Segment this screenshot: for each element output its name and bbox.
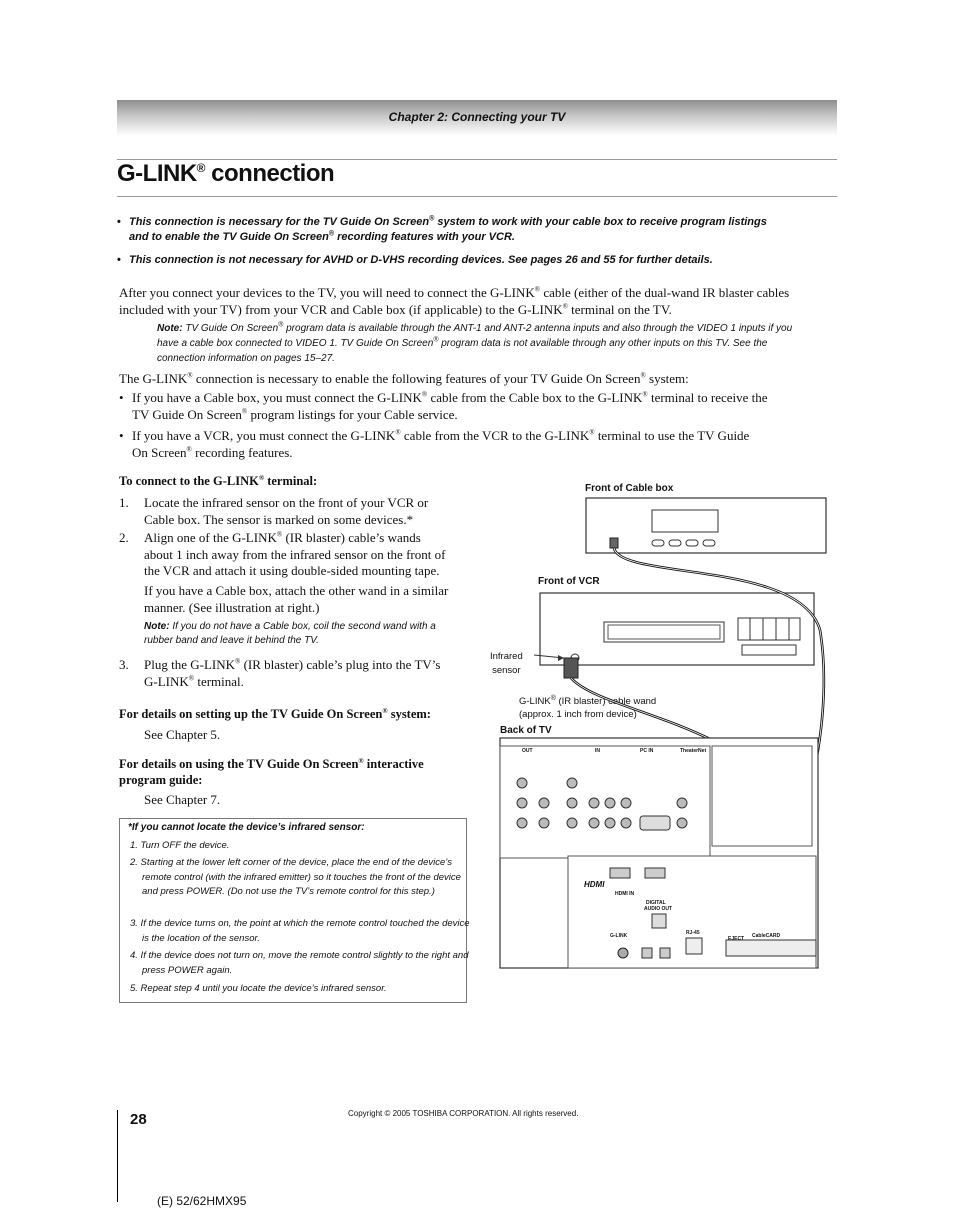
tv-label-hdmi-in: HDMI IN: [615, 891, 635, 897]
features-intro: The G-LINK® connection is necessary to enable the following features of your TV Guide On Screen® system:: [119, 371, 689, 386]
footer-margin-line: [117, 1110, 118, 1202]
tv-label-in: IN: [595, 748, 600, 754]
note-antenna: Note: TV Guide On Screen® program data is available through the ANT-1 and ANT-2 antenna inputs and also through the VIDEO 1 inputs if you have a cable box connected to VIDEO 1. TV Guide On Screen® program data is not available through any other inputs on this TV. See the connection information on pages 15–27.: [157, 321, 793, 364]
intro-paragraph: After you connect your devices to the TV, you will need to connect the G-LINK® cable (either of the dual-wand IR blaster cables included with your TV) from your VCR and Cable box (if applicable) to the G-LINK® terminal on the TV.: [119, 285, 790, 317]
tv-label-theaternet: TheaterNet: [680, 748, 707, 754]
title-bottom-rule: [117, 196, 837, 197]
connection-illustration: [480, 490, 840, 980]
tv-label-digital: DIGITAL: [646, 900, 666, 906]
feature-cable-box: • If you have a Cable box, you must connect the G-LINK® cable from the Cable box to the G-LINK® terminal to receive the TV Guide On Screen® program listings for your Cable service.: [119, 390, 768, 422]
steps-heading: To connect to the G-LINK® terminal:: [119, 473, 318, 488]
page-number: 28: [130, 1111, 147, 1128]
label-front-vcr: Front of VCR: [538, 576, 600, 587]
label-front-cable-box: Front of Cable box: [585, 483, 674, 494]
label-back-of-tv: Back of TV: [500, 725, 552, 736]
details-setup-see: See Chapter 5.: [144, 727, 221, 742]
bullet-note-1: • This connection is necessary for the TV Guide On Screen® system to work with your cable box to receive program listings and to enable the TV Guide On Screen® recording features with your VCR.: [117, 215, 767, 243]
tv-label-rj45: RJ-45: [686, 930, 700, 936]
chapter-title: Chapter 2: Connecting your TV: [388, 110, 566, 124]
cable-box-drawing: [586, 498, 826, 553]
step-2-cable-box: If you have a Cable box, attach the other wand in a similar manner. (See illustration at right.): [144, 583, 449, 615]
step-2-note: Note: If you do not have a Cable box, coil the second wand with a rubber band and leave it behind the TV.: [144, 621, 436, 646]
tv-label-audio-out: AUDIO OUT: [644, 906, 673, 912]
title-registered-mark: ®: [196, 161, 205, 175]
label-glink-wand: G-LINK® (IR blaster) cable wand (approx. 1 inch from device): [519, 694, 657, 720]
tv-label-cablecard: CableCARD: [752, 933, 781, 939]
tv-label-pcin: PC IN: [640, 748, 654, 754]
title-suffix: connection: [205, 160, 335, 187]
title-text: G-LINK: [117, 160, 197, 187]
details-guide-see: See Chapter 7.: [144, 792, 221, 807]
tv-label-out: OUT: [522, 748, 533, 754]
label-infrared-sensor: Infrared sensor: [490, 651, 523, 676]
sensor-step-3: 3. If the device turns on, the point at which the remote control touched the device is the location of the sensor.: [130, 918, 470, 944]
sensor-step-5: 5. Repeat step 4 until you locate the device’s infrared sensor.: [130, 983, 387, 994]
model-number: (E) 52/62HMX95: [157, 1194, 247, 1208]
sensor-box-heading: *If you cannot locate the device’s infrared sensor:: [128, 822, 365, 833]
tv-label-glink: G-LINK: [610, 933, 628, 939]
sensor-step-2: 2. Starting at the lower left corner of the device, place the end of the device’s remote control (with the infrared emitter) so it touches the front of the device and press POWER. (Do not use the TV’s remote control for this step.): [130, 857, 461, 897]
feature-vcr: • If you have a VCR, you must connect the G-LINK® cable from the VCR to the G-LINK® terminal to use the TV Guide On Screen® recording features.: [119, 428, 750, 460]
copyright: Copyright © 2005 TOSHIBA CORPORATION. All rights reserved.: [348, 1109, 579, 1118]
infrared-sensor-box: [119, 818, 470, 1003]
bullet-note-2: • This connection is not necessary for AVHD or D-VHS recording devices. See pages 26 and 55 for further details.: [117, 254, 713, 266]
sensor-step-4: 4. If the device does not turn on, move the remote control slightly to the right and press POWER again.: [130, 950, 469, 976]
tv-label-hdmi: HDMI: [584, 880, 605, 889]
tv-label-eject: EJECT: [728, 936, 745, 942]
step-3: 3. Plug the G-LINK® (IR blaster) cable’s plug into the TV’s G-LINK® terminal.: [119, 657, 441, 689]
step-1: 1. Locate the infrared sensor on the front of your VCR or Cable box. The sensor is marked on some devices.*: [119, 495, 429, 527]
step-2: 2. Align one of the G-LINK® (IR blaster) cable’s wands about 1 inch away from the infrared sensor on the front of the VCR and attach it using double-sided mounting tape.: [119, 530, 446, 578]
sensor-step-1: 1. Turn OFF the device.: [130, 840, 230, 851]
vcr-drawing: [534, 593, 814, 678]
details-guide-heading: For details on using the TV Guide On Screen® interactive program guide:: [119, 756, 424, 787]
page-title: [117, 160, 334, 188]
details-setup-heading: For details on setting up the TV Guide On Screen® system:: [119, 706, 431, 721]
